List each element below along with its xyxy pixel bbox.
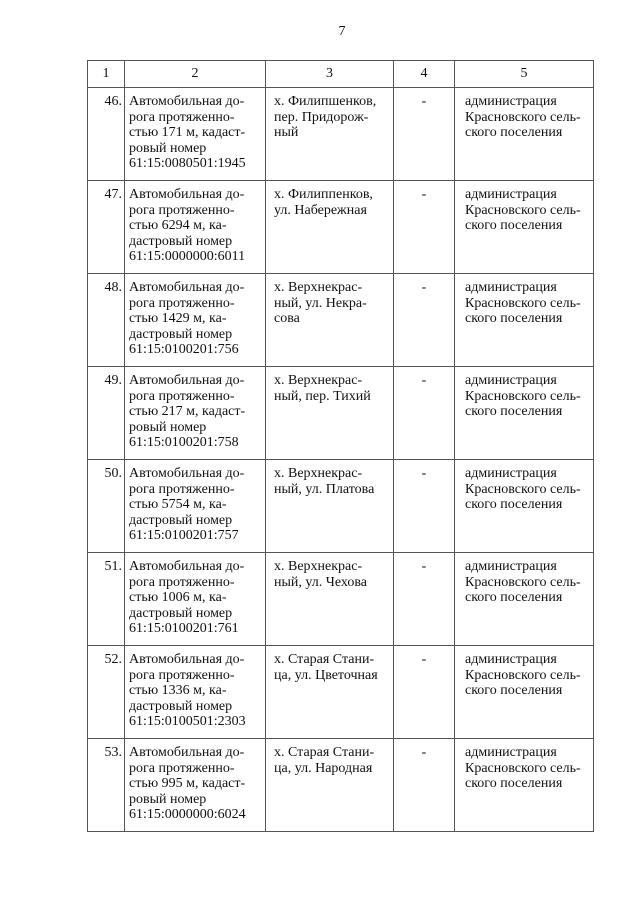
object-description: Автомобильная до- рога протяженно- стью 1429 м, ка- дастровый номер 61:15:0100201:756 <box>125 274 266 367</box>
object-description: Автомобильная до- рога протяженно- стью 6294 м, ка- дастровый номер 61:15:0000000:6011 <box>125 181 266 274</box>
row-number: 51. <box>88 553 125 646</box>
table-row <box>88 88 594 181</box>
road-register-table <box>87 60 594 832</box>
row-number: 49. <box>88 367 125 460</box>
address: х. Верхнекрас- ный, ул. Некра- сова <box>266 274 394 367</box>
column-4-value: - <box>394 646 455 739</box>
row-number: 53. <box>88 739 125 832</box>
owner: администрация Красновского сель- ского поселения <box>455 646 594 739</box>
header-col-3: 3 <box>266 61 394 88</box>
row-number: 50. <box>88 460 125 553</box>
table-row <box>88 553 594 646</box>
object-description: Автомобильная до- рога протяженно- стью 171 м, кадаст- ровый номер 61:15:0080501:1945 <box>125 88 266 181</box>
header-col-5: 5 <box>455 61 594 88</box>
object-description: Автомобильная до- рога протяженно- стью 5754 м, ка- дастровый номер 61:15:0100201:757 <box>125 460 266 553</box>
table-header <box>88 61 594 88</box>
table-row <box>88 367 594 460</box>
owner: администрация Красновского сель- ского поселения <box>455 739 594 832</box>
table-row <box>88 646 594 739</box>
column-4-value: - <box>394 181 455 274</box>
page-number: 7 <box>338 24 346 39</box>
address: х. Верхнекрас- ный, ул. Чехова <box>266 553 394 646</box>
column-4-value: - <box>394 460 455 553</box>
owner: администрация Красновского сель- ского поселения <box>455 274 594 367</box>
owner: администрация Красновского сель- ского поселения <box>455 553 594 646</box>
table-row <box>88 460 594 553</box>
column-4-value: - <box>394 553 455 646</box>
owner: администрация Красновского сель- ского поселения <box>455 181 594 274</box>
object-description: Автомобильная до- рога протяженно- стью 995 м, кадаст- ровый номер 61:15:0000000:6024 <box>125 739 266 832</box>
header-col-1: 1 <box>88 61 125 88</box>
row-number: 47. <box>88 181 125 274</box>
table-row <box>88 181 594 274</box>
row-number: 48. <box>88 274 125 367</box>
header-row <box>88 61 594 88</box>
owner: администрация Красновского сель- ского поселения <box>455 88 594 181</box>
row-number: 52. <box>88 646 125 739</box>
address: х. Старая Стани- ца, ул. Народная <box>266 739 394 832</box>
object-description: Автомобильная до- рога протяженно- стью 1006 м, ка- дастровый номер 61:15:0100201:761 <box>125 553 266 646</box>
column-4-value: - <box>394 367 455 460</box>
column-4-value: - <box>394 739 455 832</box>
address: х. Филиппенков, ул. Набережная <box>266 181 394 274</box>
row-number: 46. <box>88 88 125 181</box>
header-col-2: 2 <box>125 61 266 88</box>
table-row <box>88 274 594 367</box>
table-body <box>88 88 594 832</box>
column-4-value: - <box>394 274 455 367</box>
address: х. Старая Стани- ца, ул. Цветочная <box>266 646 394 739</box>
owner: администрация Красновского сель- ского поселения <box>455 460 594 553</box>
owner: администрация Красновского сель- ского поселения <box>455 367 594 460</box>
object-description: Автомобильная до- рога протяженно- стью 217 м, кадаст- ровый номер 61:15:0100201:758 <box>125 367 266 460</box>
address: х. Верхнекрас- ный, пер. Тихий <box>266 367 394 460</box>
object-description: Автомобильная до- рога протяженно- стью 1336 м, ка- дастровый номер 61:15:0100501:2303 <box>125 646 266 739</box>
column-4-value: - <box>394 88 455 181</box>
table-row <box>88 739 594 832</box>
header-col-4: 4 <box>394 61 455 88</box>
address: х. Филипшенков, пер. Придорож- ный <box>266 88 394 181</box>
address: х. Верхнекрас- ный, ул. Платова <box>266 460 394 553</box>
